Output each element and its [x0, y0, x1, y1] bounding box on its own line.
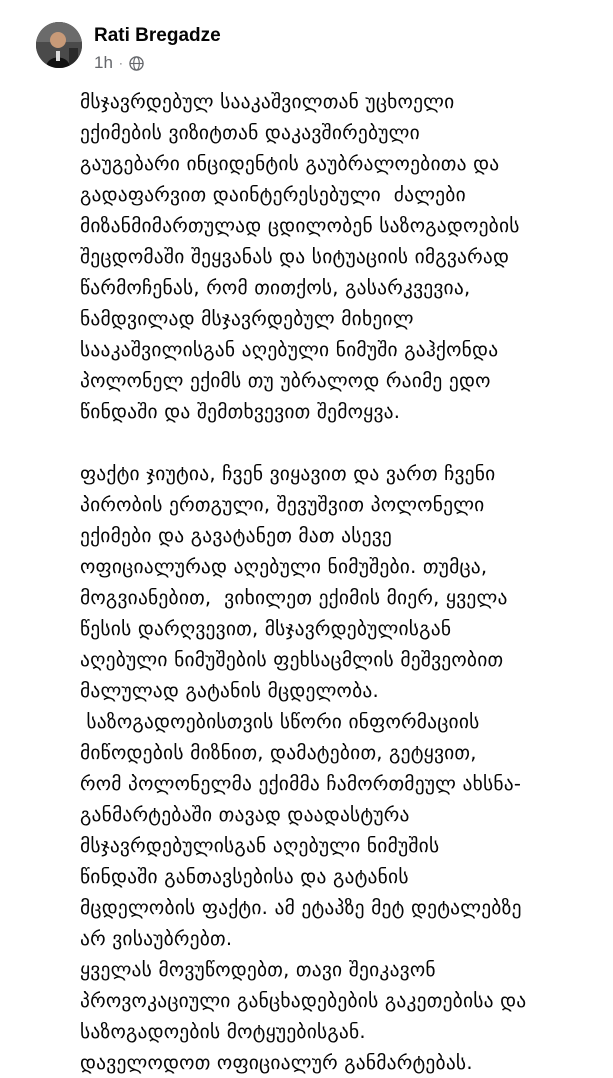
globe-icon[interactable] [129, 56, 144, 71]
meta-separator: · [118, 56, 123, 70]
post-text-line: წინდაში და შემთხვევით შემოყვა. [80, 400, 401, 423]
post-text-line: ექიმების ვიზიტთან დაკავშირებული [80, 121, 420, 144]
post-text-line: მიწოდების მიზნით, დამატებით, გეტყვით, [80, 741, 477, 764]
post-text-line: პროვოკაციული განცხადებების გაკეთებისა და [80, 989, 527, 1012]
post-text-line: მოგვიანებით, ვიხილეთ ექიმის მიერ, ყველა [80, 586, 508, 609]
post-text-line: სააკაშვილისგან აღებული ნიმუში გაჰქონდა [80, 338, 499, 361]
post-text-line: განმარტებაში თავად დაადასტურა [80, 803, 410, 826]
post-text-line: მსჯავრდებულ სააკაშვილთან უცხოელი [80, 90, 455, 113]
post-text-line: მიზანმიმართულად ცდილობენ საზოგადოების [80, 214, 520, 237]
post-text-line: წესის დარღვევით, მსჯავრდებულისგან [80, 617, 452, 640]
post-text-line: რომ პოლონელმა ექიმმა ჩამორთმეულ ახსნა- [80, 772, 522, 795]
post-text-line: მსჯავრდებულისგან აღებული ნიმუშის [80, 834, 440, 857]
post-text-line: ფაქტი ჯიუტია, ჩვენ ვიყავით და ვართ ჩვენი [80, 462, 496, 485]
post-text-line: აღებული ნიმუშების ფეხსაცმლის მეშვეობით [80, 648, 504, 671]
post-header [36, 22, 596, 78]
post-text-line: ექიმები და გავატანეთ მათ ასევე [80, 524, 393, 547]
avatar[interactable] [36, 22, 82, 68]
post-text-line: დაველოდოთ ოფიციალურ განმარტებას. [80, 1051, 473, 1074]
post-text-line: გადაფარვით დაინტერესებული ძალები [80, 183, 466, 206]
post-time[interactable]: 1h [94, 53, 113, 72]
post-text-line: მცდელობის ფაქტი. ამ ეტაპზე მეტ დეტალებზე [80, 896, 522, 919]
post-text-line: ოფიციალურად აღებული ნიმუშები. თუმცა, [80, 555, 488, 578]
post-text-line: გაუგებარი ინციდენტის გაუბრალოებითა და [80, 152, 500, 175]
paragraph-gap [80, 427, 600, 458]
avatar-image [36, 22, 82, 68]
post-text-line: შეცდომაში შეყვანას და სიტუაციის იმგვარად [80, 245, 510, 268]
post-text-line: არ ვისაუბრებთ. [80, 927, 233, 950]
post-body [80, 86, 600, 1078]
post-text-line: საზოგადოებისთვის სწორი ინფორმაციის [80, 710, 480, 733]
post-text-line: წინდაში განთავსებისა და გატანის [80, 865, 409, 888]
post-meta [94, 53, 144, 73]
post-text-line: წარმოჩენას, რომ თითქოს, გასარკვევია, [80, 276, 471, 299]
post-paragraph [80, 86, 600, 427]
post-text-line: საზოგადოების მოტყუებისგან. [80, 1020, 366, 1043]
post-paragraph [80, 458, 600, 1078]
post-text-line: ნამდვილად მსჯავრდებულ მიხეილ [80, 307, 414, 330]
post-text-line: პირობის ერთგული, შევუშვით პოლონელი [80, 493, 485, 516]
post-text-line: პოლონელ ექიმს თუ უბრალოდ რაიმე ედო [80, 369, 491, 392]
author-name[interactable]: Rati Bregadze [94, 25, 221, 46]
post-text-line: მალულად გატანის მცდელობა. [80, 679, 379, 702]
post-text-line: ყველას მოვუწოდებთ, თავი შეიკავონ [80, 958, 436, 981]
